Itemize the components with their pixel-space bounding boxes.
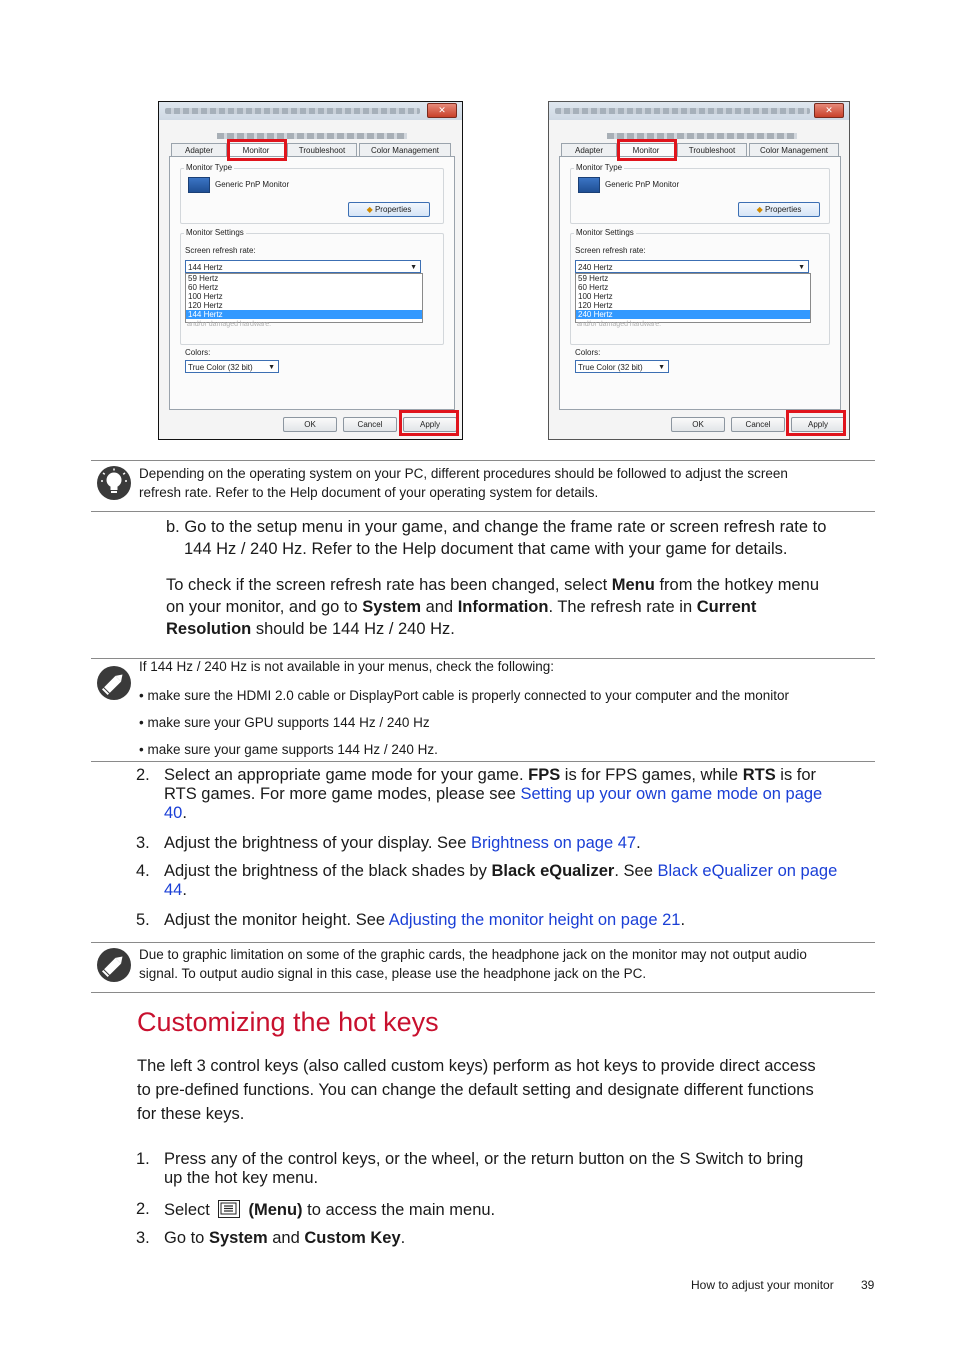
monitor-type-label: Monitor Type <box>576 163 623 172</box>
menu-icon <box>218 1200 240 1218</box>
page-44-link[interactable]: 44 <box>164 881 183 899</box>
section-heading: Customizing the hot keys <box>137 1007 439 1037</box>
display-properties-dialog-240 <box>548 101 850 440</box>
tab-monitor[interactable]: Monitor <box>617 143 675 157</box>
resolution-term: Resolution <box>166 620 252 638</box>
text: . The refresh rate in <box>548 598 697 616</box>
text: Select an appropriate game mode for your game. <box>164 766 529 784</box>
refresh-rate-label: Screen refresh rate: <box>185 246 256 255</box>
text: . See <box>614 862 658 880</box>
information-term: Information <box>457 598 549 616</box>
step-line <box>164 804 872 823</box>
note-rule-top <box>91 942 875 943</box>
list-item[interactable]: 120 Hertz <box>188 301 223 310</box>
step-number: 1. <box>136 1150 150 1168</box>
text: Adjust the monitor height. See <box>164 911 389 929</box>
cancel-button[interactable]: Cancel <box>343 417 397 432</box>
step-b <box>166 516 826 560</box>
tab-color-management[interactable]: Color Management <box>359 143 451 157</box>
step-number: 3. <box>136 1229 150 1247</box>
rts-term: RTS <box>742 766 776 784</box>
colors-value: True Color (32 bit) <box>188 363 253 372</box>
check-line-3 <box>166 618 819 640</box>
step-b-line: b. Go to the setup menu in your game, and change the frame rate or screen refresh rate to <box>166 518 827 536</box>
system-term: System <box>362 598 421 616</box>
text: to access the main menu. <box>302 1201 496 1219</box>
tip-note-line: refresh rate. Refer to the Help document of your operating system for details. <box>139 485 599 500</box>
pencil-icon <box>97 666 131 700</box>
blurred-title <box>165 108 420 114</box>
tab-adapter[interactable]: Adapter <box>171 143 227 157</box>
black-equalizer-term: Black eQualizer <box>491 862 615 880</box>
step-line: Press any of the control keys, or the wheel, or the return button on the S Switch to bring <box>164 1150 804 1168</box>
properties-label: Properties <box>764 205 802 214</box>
cancel-button[interactable]: Cancel <box>731 417 785 432</box>
text: and <box>267 1229 305 1247</box>
monitor-icon <box>578 177 600 193</box>
list-item-selected[interactable]: 240 Hertz <box>576 310 810 319</box>
chevron-down-icon: ▼ <box>798 264 805 271</box>
colors-label: Colors: <box>185 348 211 357</box>
step-line: up the hot key menu. <box>164 1169 319 1187</box>
current-term: Current <box>696 598 757 616</box>
page-number: 39 <box>861 1278 875 1292</box>
colors-value: True Color (32 bit) <box>578 363 643 372</box>
note-rule-bottom <box>91 511 875 512</box>
game-mode-link[interactable]: Setting up your own game mode on page <box>520 785 823 803</box>
tab-monitor[interactable]: Monitor <box>227 143 285 157</box>
apply-button[interactable]: Apply <box>403 417 457 432</box>
apply-button[interactable]: Apply <box>791 417 845 432</box>
properties-label: Properties <box>374 205 412 214</box>
step-line <box>164 881 872 900</box>
page-40-link[interactable]: 40 <box>164 804 183 822</box>
refresh-rate-value: 144 Hertz <box>188 263 223 272</box>
text: To check if the screen refresh rate has been changed, select <box>166 576 612 594</box>
headphone-note-line: signal. To output audio signal in this case, please use the headphone jack on the PC. <box>139 966 647 981</box>
list-item[interactable]: 59 Hertz <box>578 274 609 283</box>
brightness-link[interactable]: Brightness on page 47 <box>470 834 637 852</box>
refresh-rate-label: Screen refresh rate: <box>575 246 646 255</box>
monitor-icon <box>188 177 210 193</box>
monitor-tab-panel <box>169 156 455 410</box>
properties-button[interactable] <box>348 202 430 217</box>
step-line <box>164 862 872 881</box>
dialog-titlebar <box>549 102 849 120</box>
headphone-note-line: Due to graphic limitation on some of the graphic cards, the headphone jack on the monitor may not output audio <box>139 947 807 962</box>
refresh-rate-list <box>185 273 423 323</box>
tip-note <box>139 464 874 502</box>
step-number: 2. <box>136 1200 150 1218</box>
text: is for <box>775 766 817 784</box>
step-body <box>164 911 872 930</box>
text: . <box>680 911 686 929</box>
monitor-height-link[interactable]: Adjusting the monitor height on page 21 <box>388 911 681 929</box>
headphone-note <box>139 945 874 983</box>
shield-icon: ◆ <box>366 205 373 214</box>
text: should be 144 Hz / 240 Hz. <box>251 620 455 638</box>
list-item[interactable]: 100 Hertz <box>578 292 613 301</box>
close-icon[interactable]: ✕ <box>814 103 844 118</box>
dialog-titlebar <box>159 102 462 120</box>
step-body <box>164 1150 872 1188</box>
refresh-rate-value: 240 Hertz <box>578 263 613 272</box>
obscured-text: and/or damaged hardware. <box>187 321 272 328</box>
check-paragraph <box>166 574 819 640</box>
ok-button[interactable]: OK <box>671 417 725 432</box>
text: . <box>636 834 641 852</box>
apply-button-highlight <box>399 410 459 436</box>
requirements-note <box>139 658 874 763</box>
list-item[interactable]: 100 Hertz <box>188 292 223 301</box>
monitor-settings-label: Monitor Settings <box>186 228 244 237</box>
colors-select[interactable] <box>185 360 279 373</box>
refresh-rate-select[interactable] <box>185 260 421 273</box>
text: Select <box>164 1201 215 1219</box>
black-equalizer-link[interactable]: Black eQualizer on page <box>657 862 838 880</box>
colors-select[interactable] <box>575 360 669 373</box>
step-body <box>164 1229 872 1248</box>
properties-button[interactable] <box>738 202 820 217</box>
tab-troubleshoot[interactable]: Troubleshoot <box>287 143 357 157</box>
monitor-tab-highlight <box>227 139 287 161</box>
display-properties-dialog-144 <box>158 101 463 440</box>
list-item[interactable]: 60 Hertz <box>578 283 609 292</box>
text: . <box>182 804 187 822</box>
text: . <box>400 1229 406 1247</box>
colors-label: Colors: <box>575 348 601 357</box>
monitor-name: Generic PnP Monitor <box>215 180 290 189</box>
monitor-type-label: Monitor Type <box>186 163 233 172</box>
obscured-text: and/or damaged hardware. <box>577 321 662 328</box>
fps-term: FPS <box>528 766 561 784</box>
blurred-title <box>555 108 810 114</box>
text: on your monitor, and go to <box>166 598 363 616</box>
shield-icon: ◆ <box>756 205 763 214</box>
step-line <box>164 766 872 785</box>
text: from the hotkey menu <box>654 576 820 594</box>
lightbulb-icon <box>97 466 131 500</box>
step-body <box>164 766 872 823</box>
dialog-tabs <box>169 143 453 157</box>
refresh-rate-list <box>575 273 811 323</box>
chevron-down-icon: ▼ <box>268 364 275 371</box>
menu-term: Menu <box>611 576 655 594</box>
tip-note-line: Depending on the operating system on your PC, different procedures should be followed to adjust the screen <box>139 466 788 481</box>
note-intro: If 144 Hz / 240 Hz is not available in your menus, check the following: <box>139 659 554 674</box>
footer-title: How to adjust your monitor <box>691 1278 834 1292</box>
note-rule-bottom <box>91 992 875 993</box>
step-number: 4. <box>136 862 150 880</box>
note-bullet: • make sure your game supports 144 Hz / 240 Hz. <box>139 742 438 757</box>
apply-button-highlight <box>786 410 846 436</box>
monitor-settings-label: Monitor Settings <box>576 228 634 237</box>
text: is for FPS games, while <box>560 766 743 784</box>
list-item[interactable]: 59 Hertz <box>188 274 219 283</box>
intro-line: for these keys. <box>137 1105 245 1123</box>
tab-troubleshoot[interactable]: Troubleshoot <box>677 143 747 157</box>
tab-adapter[interactable]: Adapter <box>561 143 617 157</box>
step-number: 3. <box>136 834 150 852</box>
text: . <box>182 881 187 899</box>
step-b-line: 144 Hz / 240 Hz. Refer to the Help document that came with your game for details. <box>184 540 788 558</box>
text: Adjust the brightness of the black shades by <box>164 862 492 880</box>
menu-term: (Menu) <box>248 1201 303 1219</box>
custom-key-term: Custom Key <box>304 1229 401 1247</box>
intro-line: to pre-defined functions. You can change the default setting and designate different functions <box>137 1081 814 1099</box>
monitor-tab-highlight <box>617 139 677 161</box>
text: Adjust the brightness of your display. See <box>164 834 471 852</box>
step-body <box>164 862 872 900</box>
pencil-icon <box>97 948 131 982</box>
intro-paragraph <box>137 1054 816 1126</box>
chevron-down-icon: ▼ <box>410 264 417 271</box>
note-bullet: • make sure the HDMI 2.0 cable or DisplayPort cable is properly connected to your computer and the monitor <box>139 688 790 703</box>
step-body <box>164 834 872 853</box>
intro-line: The left 3 control keys (also called custom keys) perform as hot keys to provide direct access <box>137 1057 816 1075</box>
note-rule-bottom <box>91 761 875 762</box>
step-number: 5. <box>136 911 150 929</box>
system-term: System <box>208 1229 268 1247</box>
list-item[interactable]: 60 Hertz <box>188 283 219 292</box>
refresh-rate-select[interactable] <box>575 260 809 273</box>
tab-color-management[interactable]: Color Management <box>749 143 839 157</box>
check-line-1 <box>166 574 819 596</box>
step-body <box>164 1200 872 1220</box>
note-rule-top <box>91 460 875 461</box>
monitor-tab-panel <box>559 156 841 410</box>
text: RTS games. For more game modes, please see <box>164 785 521 803</box>
text: Go to <box>164 1229 209 1247</box>
text: and <box>421 598 458 616</box>
ok-button[interactable]: OK <box>283 417 337 432</box>
close-icon[interactable]: ✕ <box>427 103 457 118</box>
chevron-down-icon: ▼ <box>658 364 665 371</box>
list-item-selected[interactable]: 144 Hertz <box>186 310 422 319</box>
step-line <box>164 785 872 804</box>
list-item[interactable]: 120 Hertz <box>578 301 613 310</box>
step-number: 2. <box>136 766 150 784</box>
monitor-name: Generic PnP Monitor <box>605 180 680 189</box>
dialog-tabs <box>559 143 843 157</box>
note-bullet: • make sure your GPU supports 144 Hz / 240 Hz <box>139 715 430 730</box>
check-line-2 <box>166 596 819 618</box>
